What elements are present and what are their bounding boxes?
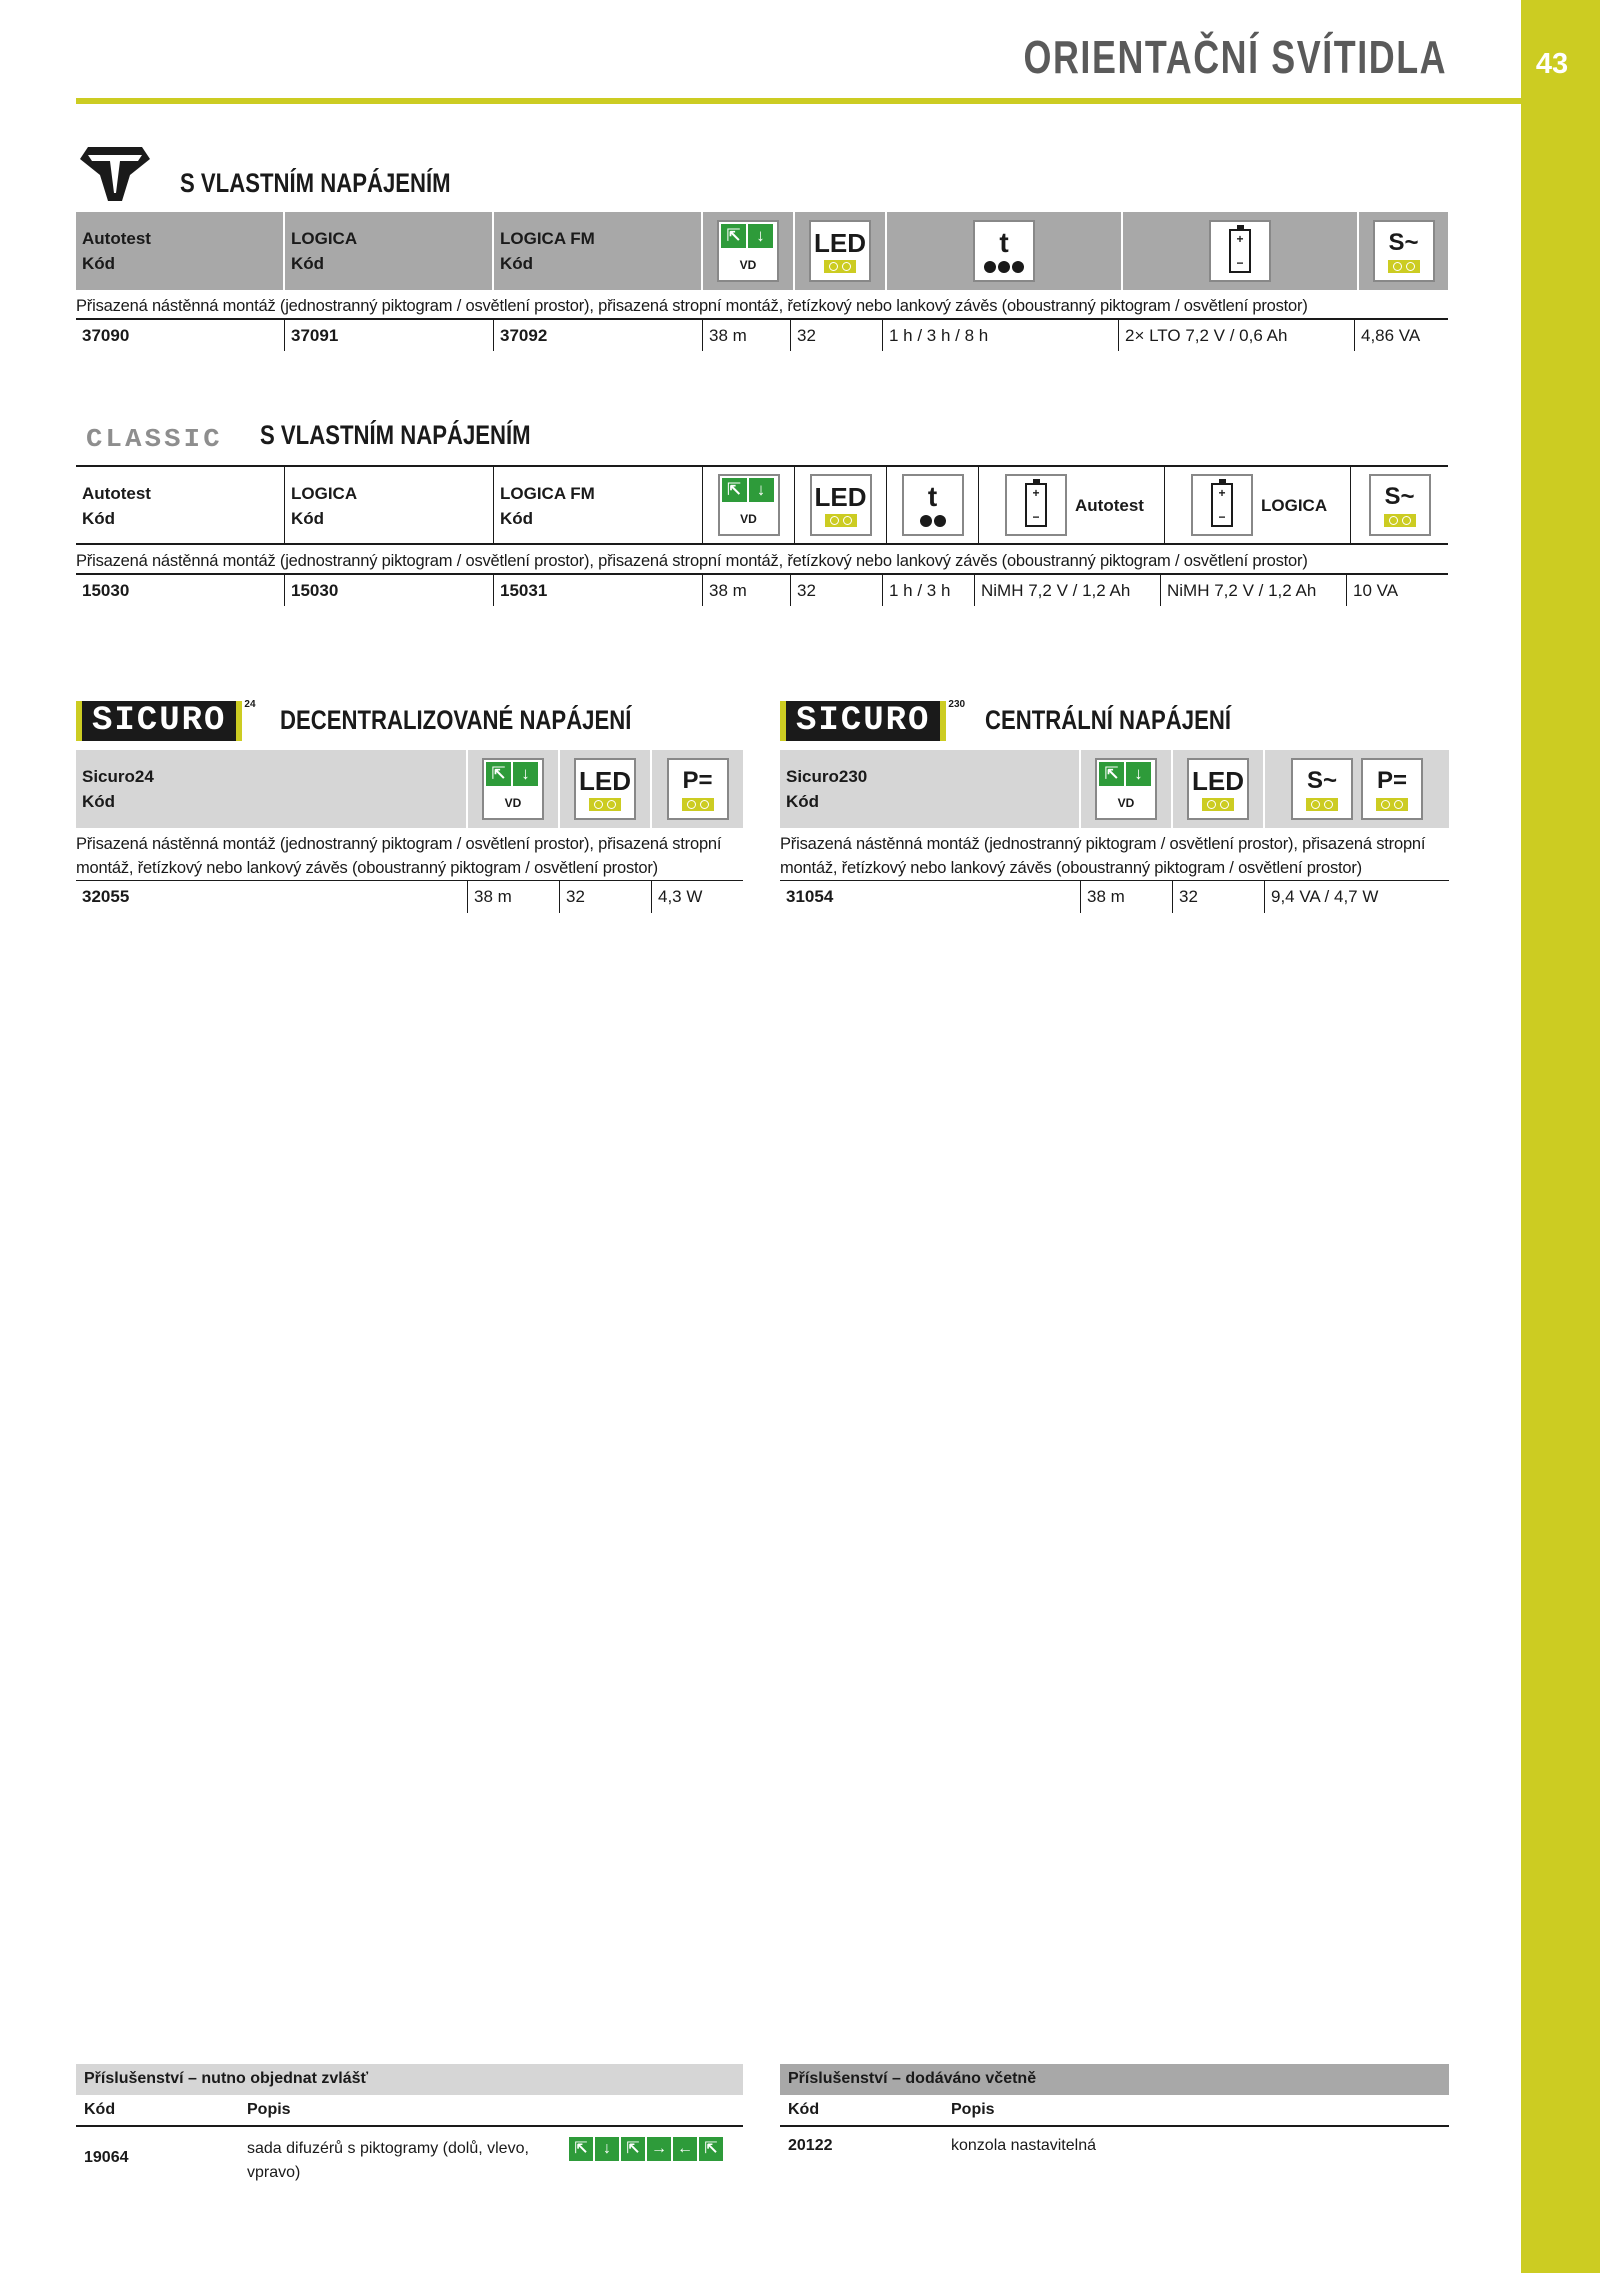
accessory-code: 20122 <box>788 2137 833 2154</box>
battery-autotest: NiMH 7,2 V / 1,2 Ah <box>975 575 1161 606</box>
col-header-autotest: Autotest <box>82 229 151 248</box>
col-header-logica: LOGICA <box>291 484 358 503</box>
power: 10 VA <box>1353 581 1399 600</box>
led-count: 32 <box>1173 881 1265 913</box>
exit-vd-icon: ⇱ ↓ VD <box>718 474 780 536</box>
table-header <box>780 750 1449 828</box>
section-title: S VLASTNÍM NAPÁJENÍM <box>180 168 451 198</box>
col-header-code: Kód <box>500 254 534 273</box>
table-header <box>780 2095 1449 2127</box>
code-autotest: 37090 <box>76 320 285 351</box>
table-row <box>780 2127 1449 2155</box>
col-header-description: Popis <box>247 2101 291 2118</box>
table-header <box>76 465 1448 543</box>
visibility-distance: 38 m <box>703 320 791 351</box>
col-header-logica-fm: LOGICA FM <box>500 229 595 248</box>
led-count: 32 <box>791 320 883 351</box>
col-header-logica-fm: LOGICA FM <box>500 484 595 503</box>
led-icon: LED <box>810 474 872 536</box>
table-header <box>76 750 743 828</box>
code-logica: 37091 <box>285 320 494 351</box>
col-header-code: Kód <box>291 509 325 528</box>
col-header-logica: LOGICA <box>291 229 358 248</box>
section-title: CENTRÁLNÍ NAPÁJENÍ <box>985 705 1232 735</box>
exit-vd-icon: ⇱ ↓ VD <box>1095 758 1157 820</box>
exit-vd-icon: ⇱ ↓ VD <box>482 758 544 820</box>
duration-icon: t <box>902 474 964 536</box>
power: 9,4 VA / 4,7 W <box>1271 887 1379 906</box>
table-row <box>76 573 1448 606</box>
col-header-code: Kód <box>82 254 116 273</box>
col-header-description: Popis <box>951 2101 995 2118</box>
visibility-distance: 38 m <box>1081 881 1173 913</box>
mounting-description: Přisazená nástěnná montáž (jednostranný piktogram / osvětlení prostor), přisazená stropní montáž, řetízkový nebo lankový závěs (oboustranný piktogram / osvětlení prostor) <box>76 835 722 877</box>
duration: 1 h / 3 h <box>883 575 975 606</box>
col-header-sicuro230: Sicuro230 <box>786 767 868 786</box>
header-rule <box>76 98 1521 104</box>
sicuro24-logo: SICURO 24 <box>76 699 256 743</box>
col-header-code: Kód <box>786 792 820 811</box>
table-row <box>76 2127 743 2185</box>
led-count: 32 <box>560 881 652 913</box>
p-power-icon: P= <box>1361 758 1423 820</box>
battery: 2× LTO 7,2 V / 0,6 Ah <box>1119 320 1355 351</box>
s-power-icon: S~ <box>1373 220 1435 282</box>
led-icon: LED <box>574 758 636 820</box>
battery-icon: + − <box>1191 474 1253 536</box>
s-power-icon: S~ <box>1291 758 1353 820</box>
t-shape-product-icon <box>76 145 154 203</box>
mounting-description: Přisazená nástěnná montáž (jednostranný piktogram / osvětlení prostor), přisazená stropní montáž, řetízkový nebo lankový závěs (oboustranný piktogram / osvětlení prostor) <box>76 543 1448 573</box>
product-table-4 <box>780 750 1449 913</box>
code-logica: 15030 <box>285 575 494 606</box>
accessories-included-table <box>780 2064 1449 2155</box>
page-sidebar <box>1521 0 1600 2273</box>
accessory-code: 19064 <box>84 2149 129 2166</box>
visibility-distance: 38 m <box>703 575 791 606</box>
battery-icon: + − <box>1209 220 1271 282</box>
page-number: 43 <box>1535 48 1569 80</box>
table-row <box>76 318 1448 351</box>
p-power-icon: P= <box>667 758 729 820</box>
led-count: 32 <box>791 575 883 606</box>
page-title: ORIENTAČNÍ SVÍTIDLA <box>1023 31 1447 83</box>
table-header <box>76 2095 743 2127</box>
pictogram-set-icon: ⇱ ↓ ⇱ → ← ⇱ <box>569 2137 723 2185</box>
s-power-icon: S~ <box>1369 474 1431 536</box>
classic-logo: CLASSIC <box>86 424 223 454</box>
col-header-code: Kód <box>788 2101 820 2118</box>
battery-icon: + − <box>1005 474 1067 536</box>
col-header-code: Kód <box>291 254 325 273</box>
accessories-separate-table <box>76 2064 743 2185</box>
accessories-title: Příslušenství – nutno objednat zvlášť <box>76 2064 743 2095</box>
battery-label-logica: LOGICA <box>1261 495 1328 515</box>
power: 4,3 W <box>658 887 703 906</box>
exit-vd-icon: ⇱ ↓ VD <box>717 220 779 282</box>
section-title: DECENTRALIZOVANÉ NAPÁJENÍ <box>280 705 632 735</box>
product-table-3 <box>76 750 743 913</box>
power: 4,86 VA <box>1361 326 1421 345</box>
mounting-description: Přisazená nástěnná montáž (jednostranný piktogram / osvětlení prostor), přisazená stropní montáž, řetízkový nebo lankový závěs (oboustranný piktogram / osvětlení prostor) <box>76 297 1308 315</box>
code-autotest: 15030 <box>76 575 285 606</box>
col-header-code: Kód <box>500 509 534 528</box>
col-header-autotest: Autotest <box>82 484 151 503</box>
col-header-sicuro24: Sicuro24 <box>82 767 154 786</box>
code-logica-fm: 37092 <box>494 320 703 351</box>
code-logica-fm: 15031 <box>494 575 703 606</box>
led-icon: LED <box>1187 758 1249 820</box>
table-header <box>76 212 1448 290</box>
visibility-distance: 38 m <box>468 881 560 913</box>
mounting-description: Přisazená nástěnná montáž (jednostranný piktogram / osvětlení prostor), přisazená stropní montáž, řetízkový nebo lankový závěs (oboustranný piktogram / osvětlení prostor) <box>780 835 1426 877</box>
battery-logica: NiMH 7,2 V / 1,2 Ah <box>1161 575 1347 606</box>
accessories-title: Příslušenství – dodáváno včetně <box>780 2064 1449 2095</box>
battery-label-autotest: Autotest <box>1075 495 1144 515</box>
table-row <box>780 880 1449 913</box>
code: 31054 <box>780 881 1081 913</box>
col-header-code: Kód <box>84 2101 116 2118</box>
product-table-1 <box>76 212 1448 351</box>
duration-icon: t <box>973 220 1035 282</box>
code: 32055 <box>76 881 468 913</box>
table-row <box>76 880 743 913</box>
duration: 1 h / 3 h / 8 h <box>883 320 1119 351</box>
accessory-description: konzola nastavitelná <box>951 2137 1096 2154</box>
col-header-code: Kód <box>82 509 116 528</box>
product-table-2 <box>76 465 1448 606</box>
led-icon: LED <box>809 220 871 282</box>
section-title: S VLASTNÍM NAPÁJENÍM <box>260 420 531 450</box>
col-header-code: Kód <box>82 792 116 811</box>
accessory-description: sada difuzérů s piktogramy (dolů, vlevo, vpravo) <box>247 2140 529 2181</box>
sicuro230-logo: SICURO 230 <box>780 699 965 743</box>
